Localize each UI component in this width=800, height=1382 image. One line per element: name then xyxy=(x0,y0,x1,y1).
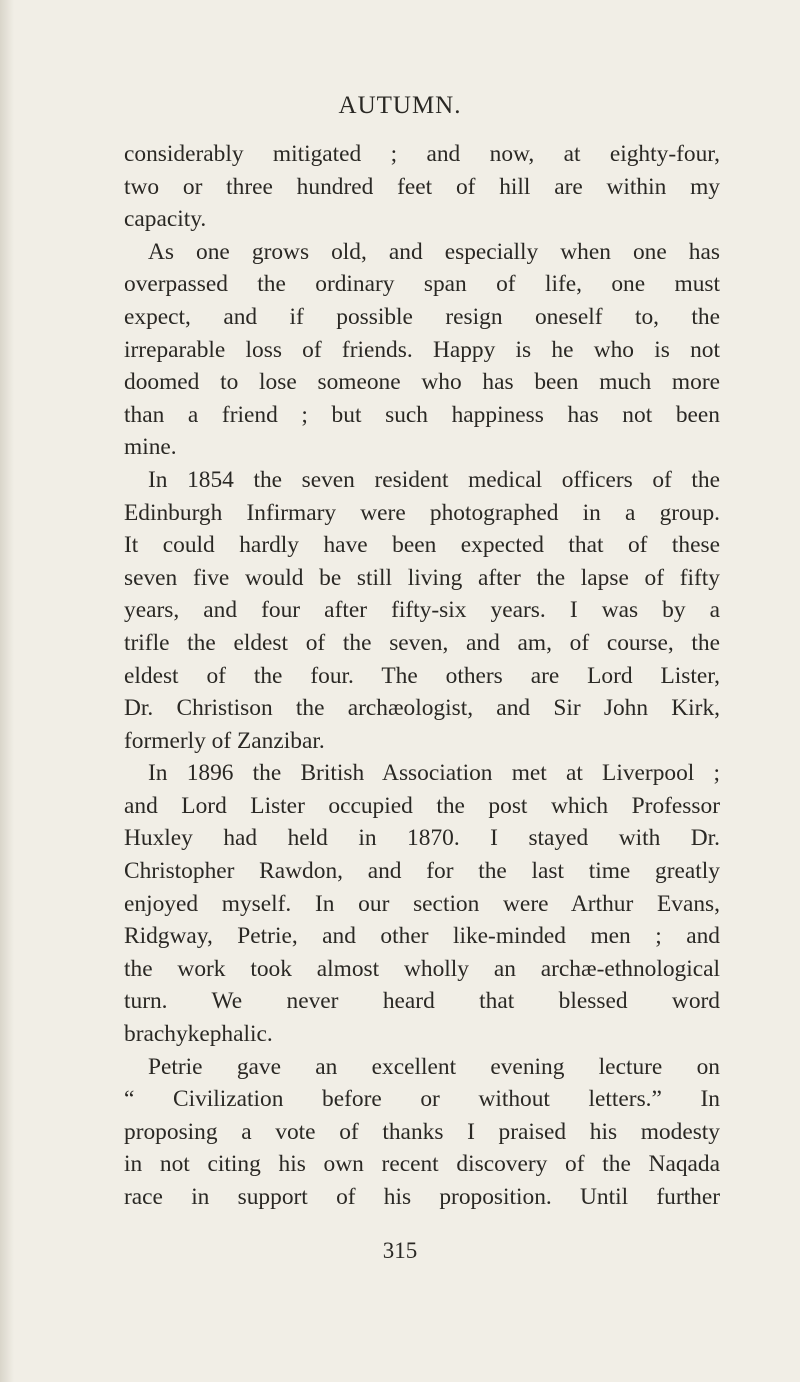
text-line: in not citing his own recent discovery of the Naqada xyxy=(124,1151,720,1178)
text-line: Christopher Rawdon, and for the last time greatly xyxy=(124,858,720,885)
text-line: overpassed the ordinary span of life, one must xyxy=(124,271,720,298)
text-line: formerly of Zanzibar. xyxy=(124,727,325,754)
text-line: considerably mitigated ; and now, at eighty-four, xyxy=(124,141,720,167)
text-line: and Lord Lister occupied the post which Professor xyxy=(124,792,720,819)
text-line: eldest of the four. The others are Lord Lister, xyxy=(124,662,720,689)
text-line: than a friend ; but such happiness has not been xyxy=(124,401,720,428)
text-line: In 1896 the British Association met at Liverpool ; xyxy=(148,760,720,787)
text-line: irreparable loss of friends. Happy is he who is not xyxy=(124,336,720,363)
text-line: doomed to lose someone who has been much more xyxy=(124,369,720,396)
text-line: Petrie gave an excellent evening lecture on xyxy=(148,1053,720,1080)
text-line: In 1854 the seven resident medical officers of the xyxy=(148,466,720,493)
text-line: “ Civilization before or without letters.” In xyxy=(124,1086,720,1113)
text-line: seven five would be still living after the lapse of fifty xyxy=(124,564,720,591)
text-line: race in support of his proposition. Until further xyxy=(124,1184,720,1210)
text-line: years, and four after fifty-six years. I was by a xyxy=(124,597,720,624)
text-line: trifle the eldest of the seven, and am, of course, the xyxy=(124,629,720,656)
text-line: proposing a vote of thanks I praised his modesty xyxy=(124,1118,720,1145)
text-line: brachykephalic. xyxy=(124,1021,273,1048)
text-line: two or three hundred feet of hill are within my xyxy=(124,173,720,200)
text-line: expect, and if possible resign oneself to, the xyxy=(124,303,720,330)
text-line: Ridgway, Petrie, and other like-minded men ; and xyxy=(124,923,720,950)
text-line: As one grows old, and especially when one has xyxy=(148,238,720,265)
text-line: turn. We never heard that blessed word xyxy=(124,988,720,1015)
text-line: Edinburgh Infirmary were photographed in a group. xyxy=(124,499,720,526)
text-line: enjoyed myself. In our section were Arthur Evans, xyxy=(124,890,720,917)
text-line: the work took almost wholly an archæ-ethnological xyxy=(124,955,720,982)
body-text xyxy=(124,138,720,1214)
text-line: capacity. xyxy=(124,206,207,233)
text-line: Huxley had held in 1870. I stayed with Dr. xyxy=(124,825,720,852)
running-head: AUTUMN. xyxy=(338,92,462,119)
text-line: It could hardly have been expected that of these xyxy=(124,532,720,559)
text-line: Dr. Christison the archæologist, and Sir John Kirk, xyxy=(124,695,720,722)
page-number: 315 xyxy=(382,1238,418,1263)
text-line: mine. xyxy=(124,434,177,461)
spine-shadow xyxy=(0,0,14,1382)
